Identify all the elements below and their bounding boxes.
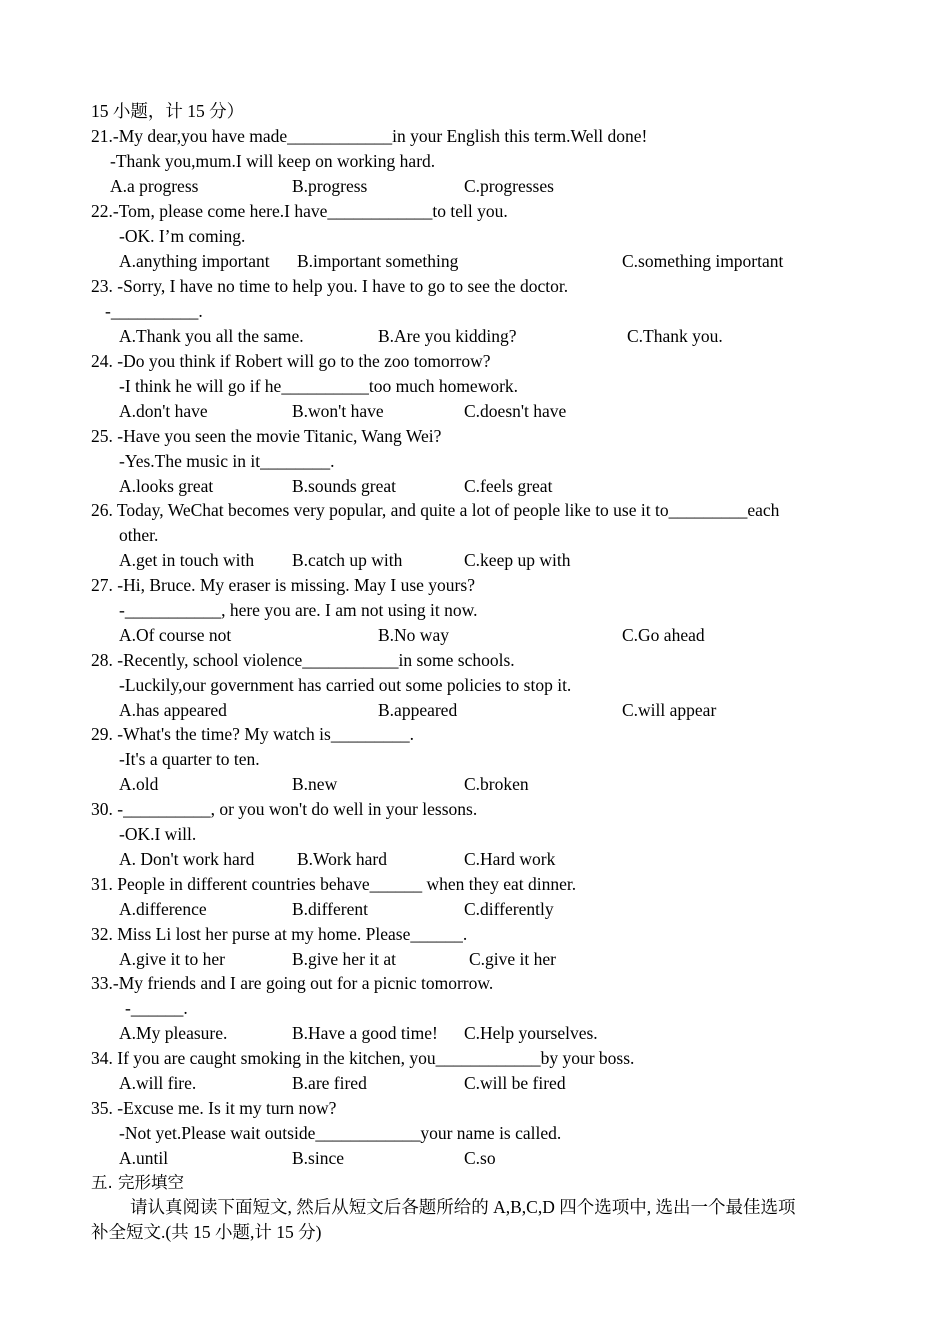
question-35-option-c: C.so xyxy=(464,1148,496,1168)
question-21-stem: 21.-My dear,you have made____________in your English this term.Well done! xyxy=(91,126,648,146)
question-23-option-c: C.Thank you. xyxy=(627,326,723,346)
question-28-stem: 28. -Recently, school violence___________in some schools. xyxy=(91,650,515,670)
question-31-option-a: A.difference xyxy=(119,899,207,919)
question-23-option-a: A.Thank you all the same. xyxy=(119,326,304,346)
section-header-score: 15 小题，计 15 分） xyxy=(91,101,245,121)
question-28-option-c: C.will appear xyxy=(622,700,717,720)
question-34-option-a: A.will fire. xyxy=(119,1073,197,1093)
section-5-instruction-line1: 请认真阅读下面短文, 然后从短文后各题所给的 A,B,C,D 四个选项中, 选出一个最佳选项 xyxy=(130,1197,796,1217)
question-32-option-a: A.give it to her xyxy=(119,949,225,969)
question-22-option-a: A.anything important xyxy=(119,251,270,271)
question-23-option-b: B.Are you kidding? xyxy=(378,326,517,346)
question-33-stem: 33.-My friends and I are going out for a picnic tomorrow. xyxy=(91,973,494,993)
question-29-option-b: B.new xyxy=(292,774,338,794)
question-34-stem: 34. If you are caught smoking in the kitchen, you____________by your boss. xyxy=(91,1048,635,1068)
question-27-option-a: A.Of course not xyxy=(119,625,232,645)
question-21-option-a: A.a progress xyxy=(110,176,199,196)
question-28-option-b: B.appeared xyxy=(378,700,458,720)
question-28-option-a: A.has appeared xyxy=(119,700,227,720)
question-25-reply: -Yes.The music in it________. xyxy=(119,451,335,471)
question-26-stem-continued: other. xyxy=(119,525,159,545)
question-25-option-c: C.feels great xyxy=(464,476,553,496)
question-29-option-c: C.broken xyxy=(464,774,529,794)
question-22-option-b: B.important something xyxy=(297,251,459,271)
question-30-option-c: C.Hard work xyxy=(464,849,556,869)
question-24-option-b: B.won't have xyxy=(292,401,384,421)
question-25-option-b: B.sounds great xyxy=(292,476,397,496)
question-33-option-a: A.My pleasure. xyxy=(119,1023,228,1043)
question-27-reply: -___________, here you are. I am not using it now. xyxy=(119,600,478,620)
question-24-option-a: A.don't have xyxy=(119,401,208,421)
question-23-reply: -__________. xyxy=(105,301,203,321)
question-32-stem: 32. Miss Li lost her purse at my home. Please______. xyxy=(91,924,468,944)
question-34-option-c: C.will be fired xyxy=(464,1073,566,1093)
question-33-option-c: C.Help yourselves. xyxy=(464,1023,598,1043)
question-21-option-b: B.progress xyxy=(292,176,368,196)
question-25-option-a: A.looks great xyxy=(119,476,214,496)
question-34-option-b: B.are fired xyxy=(292,1073,367,1093)
question-30-reply: -OK.I will. xyxy=(119,824,197,844)
question-35-option-b: B.since xyxy=(292,1148,345,1168)
question-25-stem: 25. -Have you seen the movie Titanic, Wang Wei? xyxy=(91,426,442,446)
question-31-option-b: B.different xyxy=(292,899,368,919)
question-33-reply: -______. xyxy=(125,998,188,1018)
question-24-option-c: C.doesn't have xyxy=(464,401,567,421)
question-30-stem: 30. -__________, or you won't do well in your lessons. xyxy=(91,799,478,819)
question-32-option-c: C.give it her xyxy=(469,949,556,969)
question-35-option-a: A.until xyxy=(119,1148,169,1168)
question-28-reply: -Luckily,our government has carried out some policies to stop it. xyxy=(119,675,572,695)
question-24-reply: -I think he will go if he__________too much homework. xyxy=(119,376,519,396)
question-22-reply: -OK. I’m coming. xyxy=(119,226,246,246)
question-29-option-a: A.old xyxy=(119,774,159,794)
question-33-option-b: B.Have a good time! xyxy=(292,1023,438,1043)
question-21-reply: -Thank you,mum.I will keep on working hard. xyxy=(110,151,436,171)
question-27-option-b: B.No way xyxy=(378,625,449,645)
question-26-stem: 26. Today, WeChat becomes very popular, and quite a lot of people like to use it to_________each xyxy=(91,500,780,520)
question-22-option-c: C.something important xyxy=(622,251,784,271)
question-35-reply: -Not yet.Please wait outside____________your name is called. xyxy=(119,1123,562,1143)
question-22-stem: 22.-Tom, please come here.I have____________to tell you. xyxy=(91,201,508,221)
question-30-option-a: A. Don't work hard xyxy=(119,849,255,869)
question-31-option-c: C.differently xyxy=(464,899,554,919)
question-35-stem: 35. -Excuse me. Is it my turn now? xyxy=(91,1098,337,1118)
question-31-stem: 31. People in different countries behave______ when they eat dinner. xyxy=(91,874,577,894)
question-26-option-a: A.get in touch with xyxy=(119,550,255,570)
section-5-title: 五. 完形填空 xyxy=(91,1173,184,1192)
question-32-option-b: B.give her it at xyxy=(292,949,397,969)
question-23-stem: 23. -Sorry, I have no time to help you. I have to go to see the doctor. xyxy=(91,276,569,296)
question-29-reply: -It's a quarter to ten. xyxy=(119,749,260,769)
section-5-instruction-line2: 补全短文.(共 15 小题,计 15 分) xyxy=(91,1222,322,1242)
question-30-option-b: B.Work hard xyxy=(297,849,387,869)
question-26-option-b: B.catch up with xyxy=(292,550,403,570)
question-21-option-c: C.progresses xyxy=(464,176,554,196)
question-24-stem: 24. -Do you think if Robert will go to the zoo tomorrow? xyxy=(91,351,491,371)
question-27-stem: 27. -Hi, Bruce. My eraser is missing. May I use yours? xyxy=(91,575,475,595)
question-27-option-c: C.Go ahead xyxy=(622,625,705,645)
question-26-option-c: C.keep up with xyxy=(464,550,571,570)
question-29-stem: 29. -What's the time? My watch is_________. xyxy=(91,724,414,744)
